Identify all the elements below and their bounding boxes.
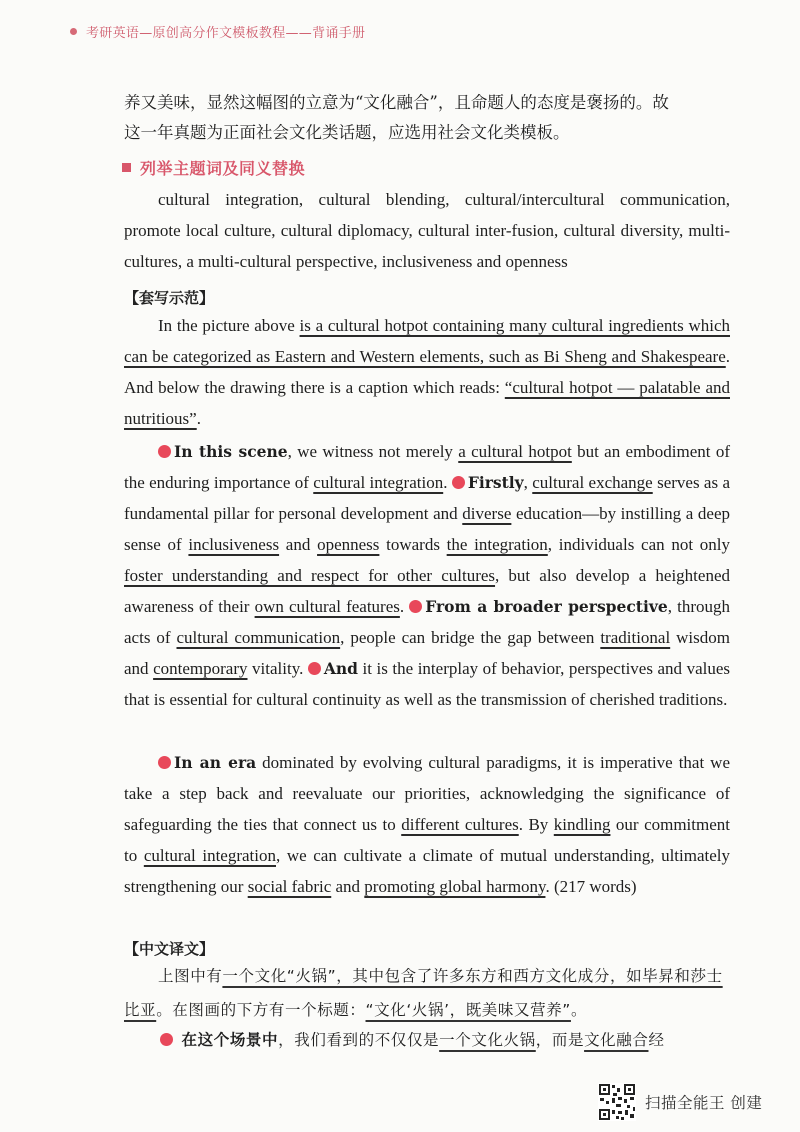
underlined-phrase: cultural integration [313,473,444,492]
marker-4-icon [308,662,321,675]
bold-phrase: From a broader perspective [425,597,668,616]
keywords-text: cultural integration, cultural blending, cultural/intercultural communication, promote local culture, cultural diplomacy, cultural inter-fusion, cultural diversity, multi-cultures, a multi-cultural perspective, inclusiveness and openness [124,190,730,271]
handwritten-underline: 文化融合 [584,1031,649,1049]
demo-label: 【套写示范】 [124,289,215,307]
text-span: ，我们看到的不仅仅是 [278,1031,440,1049]
text-span: , individuals can not only [547,535,731,554]
text-span: , through acts of [124,597,731,647]
marker-2-icon [452,476,465,489]
demo-paragraph-2 [124,436,730,715]
running-header [70,22,365,41]
translation-label: 【中文译文】 [124,940,215,958]
text-span: . By [518,815,554,834]
translation-paragraph-2 [160,1028,665,1050]
underlined-phrase: own cultural features [254,597,400,616]
handwritten-underline: 一个文化火锅 [439,1031,536,1049]
text-span: 。在图画的下方有一个标题： [156,1001,366,1019]
underlined-phrase: cultural integration [143,846,276,865]
text-span: vitality. [247,659,308,678]
keywords-paragraph [124,184,730,277]
text-span: ，而是 [535,1031,585,1049]
text-span: 经 [648,1031,665,1049]
underlined-phrase: contemporary [153,659,248,678]
bold-phrase: In an era [174,753,257,772]
text-span: , we can cultivate a climate of mutual understanding, ultimately strengthening our [124,846,730,896]
text-span: In the picture above [158,316,300,335]
text-span: . [196,409,201,428]
handwritten-underline: “文化‘火锅’，既美味又营养” [365,1001,571,1019]
intro-line: 这一年真题为正面社会文化类话题，应选用社会文化类模板。 [124,123,570,142]
text-span: , people can bridge the gap between [340,628,601,647]
underlined-phrase: cultural exchange [532,473,653,492]
text-span: , but also develop a heightened awareness of their [124,566,730,616]
marker-1-icon [160,1033,173,1046]
watermark-text: 扫描全能王 创建 [645,1094,763,1112]
underlined-phrase: foster understanding and respect for other cultures [124,566,496,585]
bold-phrase: 在这个场景中 [181,1031,279,1049]
marker-5-icon [158,756,171,769]
text-span: 。 [570,1001,588,1019]
text-span: and [331,877,365,896]
underlined-phrase: “cultural hotpot — palatable and nutritious” [124,378,730,428]
underlined-phrase: inclusiveness [188,535,280,554]
text-span: . [399,597,410,616]
underlined-phrase: is a cultural hotpot containing many cultural ingredients which can be categorized as Eastern and Western elements, such as Bi Sheng and Shakespeare [124,316,730,366]
section-heading [122,156,305,179]
header-title: 考研英语—原创高分作文模板教程——背诵手册 [86,26,366,41]
underlined-phrase: social fabric [247,877,332,896]
text-span: , [523,473,533,492]
scanner-watermark [598,1083,762,1121]
header-bullet-icon [70,28,77,35]
text-span: . (217 words) [545,877,637,896]
demo-paragraph-1 [124,310,730,434]
underlined-phrase: promoting global harmony [364,877,546,896]
underlined-phrase: different cultures [401,815,519,834]
text-span: . And below the drawing there is a caption which reads: [124,347,730,397]
bold-phrase: And [323,659,359,678]
underlined-phrase: openness [317,535,380,554]
text-span: our commitment to [124,815,730,865]
text-span: it is the interplay of behavior, perspectives and values that is essential for cultural continuity as well as the transmission of cherished traditions. [124,659,730,709]
text-span: dominated by evolving cultural paradigms, it is imperative that we take a step back and reevaluate our priorities, acknowledging the significance of safeguarding the ties that connect us to [124,753,731,834]
text-span: towards [379,535,447,554]
marker-1-icon [158,445,171,458]
text-span: . [443,473,452,492]
intro-line: 养又美味，显然这幅图的立意为“文化融合”，且命题人的态度是褒扬的。故 [124,93,669,112]
underlined-phrase: a cultural hotpot [458,442,572,461]
bold-phrase: Firstly [467,473,524,492]
section-title: 列举主题词及同义替换 [140,159,306,178]
text-span: , we witness not merely [287,442,459,461]
translation-paragraph-1 [124,959,734,1027]
text-span: but an embodiment of the enduring importance of [124,442,730,492]
underlined-phrase: kindling [553,815,611,834]
underlined-phrase: cultural communication [176,628,341,647]
text-span: and [279,535,318,554]
qr-code-icon [598,1083,636,1121]
square-bullet-icon [122,163,131,172]
text-span: education—by instilling a deep sense of [124,504,730,554]
bold-phrase: In this scene [174,442,288,461]
handwritten-underline: 一个文化“火锅”，其中包含了许多东方和西方文化成分，如毕昇和莎士比亚 [124,967,723,1019]
text-span: serves as a fundamental pillar for personal development and [124,473,730,523]
underlined-phrase: traditional [600,628,671,647]
text-span: 上图中有 [158,967,223,985]
intro-paragraph [124,88,739,148]
marker-3-icon [409,600,422,613]
underlined-phrase: diverse [462,504,512,523]
text-span: wisdom and [124,628,730,678]
underlined-phrase: the integration [446,535,548,554]
demo-paragraph-3 [124,747,730,902]
